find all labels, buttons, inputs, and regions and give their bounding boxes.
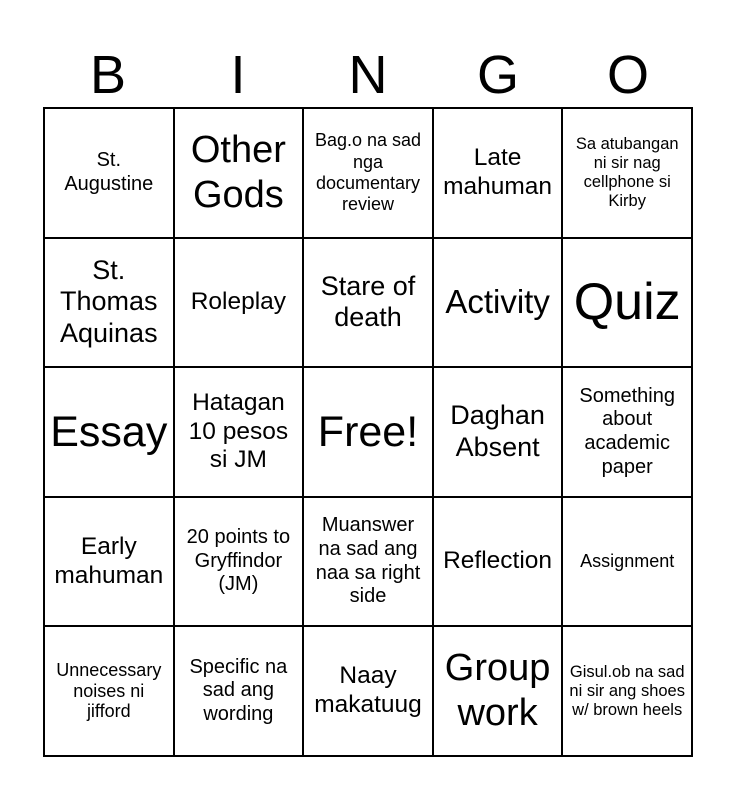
bingo-cell[interactable] [433, 238, 563, 368]
bingo-cell-free[interactable] [303, 367, 433, 497]
bingo-cell[interactable] [174, 497, 304, 627]
bingo-cell[interactable] [562, 367, 692, 497]
cell-text: Daghan Absent [450, 400, 545, 462]
bingo-cell[interactable] [44, 108, 174, 238]
cell-text: Reflection [443, 547, 553, 575]
cell-text: Something about academic paper [579, 384, 675, 478]
header-letter-o: O [606, 45, 649, 105]
cell-text: Stare of death [320, 270, 416, 333]
cell-text: Group work [444, 647, 551, 735]
bingo-cell[interactable] [174, 626, 304, 756]
header-letter-i: I [230, 45, 246, 105]
header-letter-n: N [348, 45, 388, 105]
cell-text: St. Thomas Aquinas [60, 254, 158, 349]
cell-text: Other Gods [190, 128, 286, 216]
header-letter-b: B [89, 45, 127, 105]
bingo-cell[interactable] [44, 367, 174, 497]
bingo-cell[interactable] [174, 367, 304, 497]
cell-text: Bag.o na sad nga documentary review [314, 130, 422, 215]
cell-text: Late mahuman [443, 143, 553, 200]
bingo-cell[interactable] [433, 108, 563, 238]
cell-text: St. Augustine [64, 149, 154, 195]
cell-text: 20 points to Gryffindor (JM) [186, 526, 291, 596]
cell-text: Sa atubangan ni sir nag cellphone si Kirby [575, 135, 679, 210]
cell-text: Naay makatuug [314, 662, 422, 719]
bingo-cell[interactable] [174, 238, 304, 368]
cell-text: Hatagan 10 pesos si JM [188, 388, 289, 474]
bingo-cell[interactable] [433, 367, 563, 497]
bingo-cell[interactable] [44, 626, 174, 756]
cell-text: Specific na sad ang wording [189, 655, 288, 725]
cell-text: Unnecessary noises ni jifford [56, 660, 162, 722]
bingo-header [43, 42, 693, 108]
cell-text: Early mahuman [54, 532, 164, 589]
bingo-cell[interactable] [303, 497, 433, 627]
bingo-cell[interactable] [303, 238, 433, 368]
bingo-cell[interactable] [303, 626, 433, 756]
bingo-cell[interactable] [174, 108, 304, 238]
cell-text: Roleplay [190, 287, 287, 315]
free-space-text: Free! [317, 407, 419, 456]
bingo-cell[interactable] [303, 108, 433, 238]
bingo-card [43, 107, 693, 757]
bingo-cell[interactable] [562, 108, 692, 238]
cell-text: Activity [445, 282, 550, 320]
bingo-cell[interactable] [562, 238, 692, 368]
bingo-cell[interactable] [44, 497, 174, 627]
bingo-cell[interactable] [433, 626, 563, 756]
cell-text: Gisul.ob na sad ni sir ang shoes w/ brown heels [569, 663, 685, 719]
bingo-cell[interactable] [44, 238, 174, 368]
header-letter-g: G [476, 45, 519, 105]
cell-text: Muanswer na sad ang naa sa right side [315, 514, 421, 608]
cell-text: Quiz [573, 272, 681, 331]
bingo-cell[interactable] [433, 497, 563, 627]
bingo-cell[interactable] [562, 626, 692, 756]
bingo-cell[interactable] [562, 497, 692, 627]
cell-text: Assignment [580, 550, 675, 571]
cell-text: Essay [50, 407, 168, 456]
